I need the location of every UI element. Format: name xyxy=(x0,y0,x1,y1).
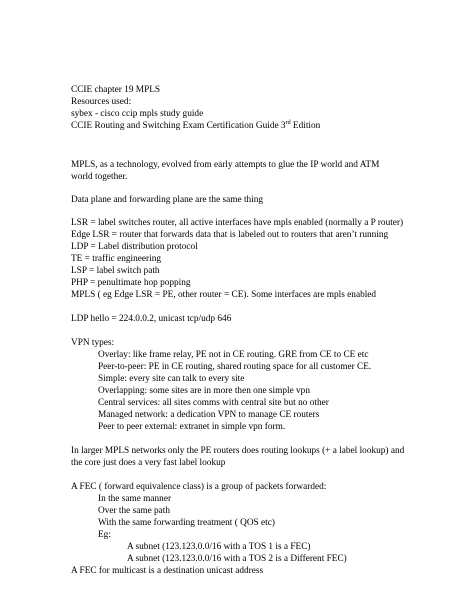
fec-definition: A FEC ( forward equivalence class) is a group of packets forwarded: xyxy=(71,482,327,492)
resource-item xyxy=(71,120,320,132)
ordinal-suffix: rd xyxy=(285,119,291,126)
fec-criterion: With the same forwarding treatment ( QOS etc) xyxy=(98,518,275,528)
resource-text-tail: Edition xyxy=(290,121,321,131)
resource-text: CCIE Routing and Switching Exam Certification Guide 3 xyxy=(71,121,286,131)
large-networks-line: In larger MPLS networks only the PE routers does routing lookups (+ a label lookup) and xyxy=(71,446,405,456)
fec-example: A subnet (123.123.0.0/16 with a TOS 2 is a Different FEC) xyxy=(127,554,347,564)
vpn-type-item: Peer to peer external: extranet in simple vpn form. xyxy=(98,422,286,432)
fec-criterion: Over the same path xyxy=(98,506,171,516)
definition-line: MPLS ( eg Edge LSR = PE, other router = CE). Some interfaces are mpls enabled xyxy=(71,290,377,300)
fec-example: A subnet (123.123.0.0/16 with a TOS 1 is a FEC) xyxy=(127,542,311,552)
intro-paragraph-line: MPLS, as a technology, evolved from early attempts to glue the IP world and ATM xyxy=(71,160,380,170)
resource-item: sybex - cisco ccip mpls study guide xyxy=(71,109,204,119)
resources-label: Resources used: xyxy=(71,97,132,107)
definition-line: LSP = label switch path xyxy=(71,266,160,276)
vpn-type-item: Simple: every site can talk to every site xyxy=(98,374,245,384)
definition-line: LSR = label switches router, all active interfaces have mpls enabled (normally a P router) xyxy=(71,218,404,228)
definition-line: PHP = penultimate hop popping xyxy=(71,278,191,288)
fec-criterion: In the same manner xyxy=(98,494,172,504)
vpn-type-item: Central services: all sites comms with central site but no other xyxy=(98,398,329,408)
vpn-heading: VPN types: xyxy=(71,338,115,348)
intro-paragraph-line: world together. xyxy=(71,172,128,182)
definition-line: TE = traffic engineering xyxy=(71,254,161,264)
document-title: CCIE chapter 19 MPLS xyxy=(71,85,161,95)
ldp-hello-line: LDP hello = 224.0.0.2, unicast tcp/udp 646 xyxy=(71,314,232,324)
fec-example-label: Eg: xyxy=(98,530,111,540)
vpn-type-item: Managed network: a dedication VPN to manage CE routers xyxy=(98,410,320,420)
vpn-type-item: Overlapping: some sites are in more then one simple vpn xyxy=(98,386,310,396)
vpn-type-item: Overlay: like frame relay, PE not in CE routing. GRE from CE to CE etc xyxy=(98,350,369,360)
planes-note: Data plane and forwarding plane are the same thing xyxy=(71,195,264,205)
large-networks-line: the core just does a very fast label lookup xyxy=(71,458,226,468)
definition-line: Edge LSR = router that forwards data that is labeled out to routers that aren’t running xyxy=(71,230,389,240)
fec-multicast-note: A FEC for multicast is a destination unicast address xyxy=(71,566,264,576)
vpn-type-item: Peer-to-peer: PE in CE routing, shared routing space for all customer CE. xyxy=(98,362,372,372)
definition-line: LDP = Label distribution protocol xyxy=(71,242,198,252)
